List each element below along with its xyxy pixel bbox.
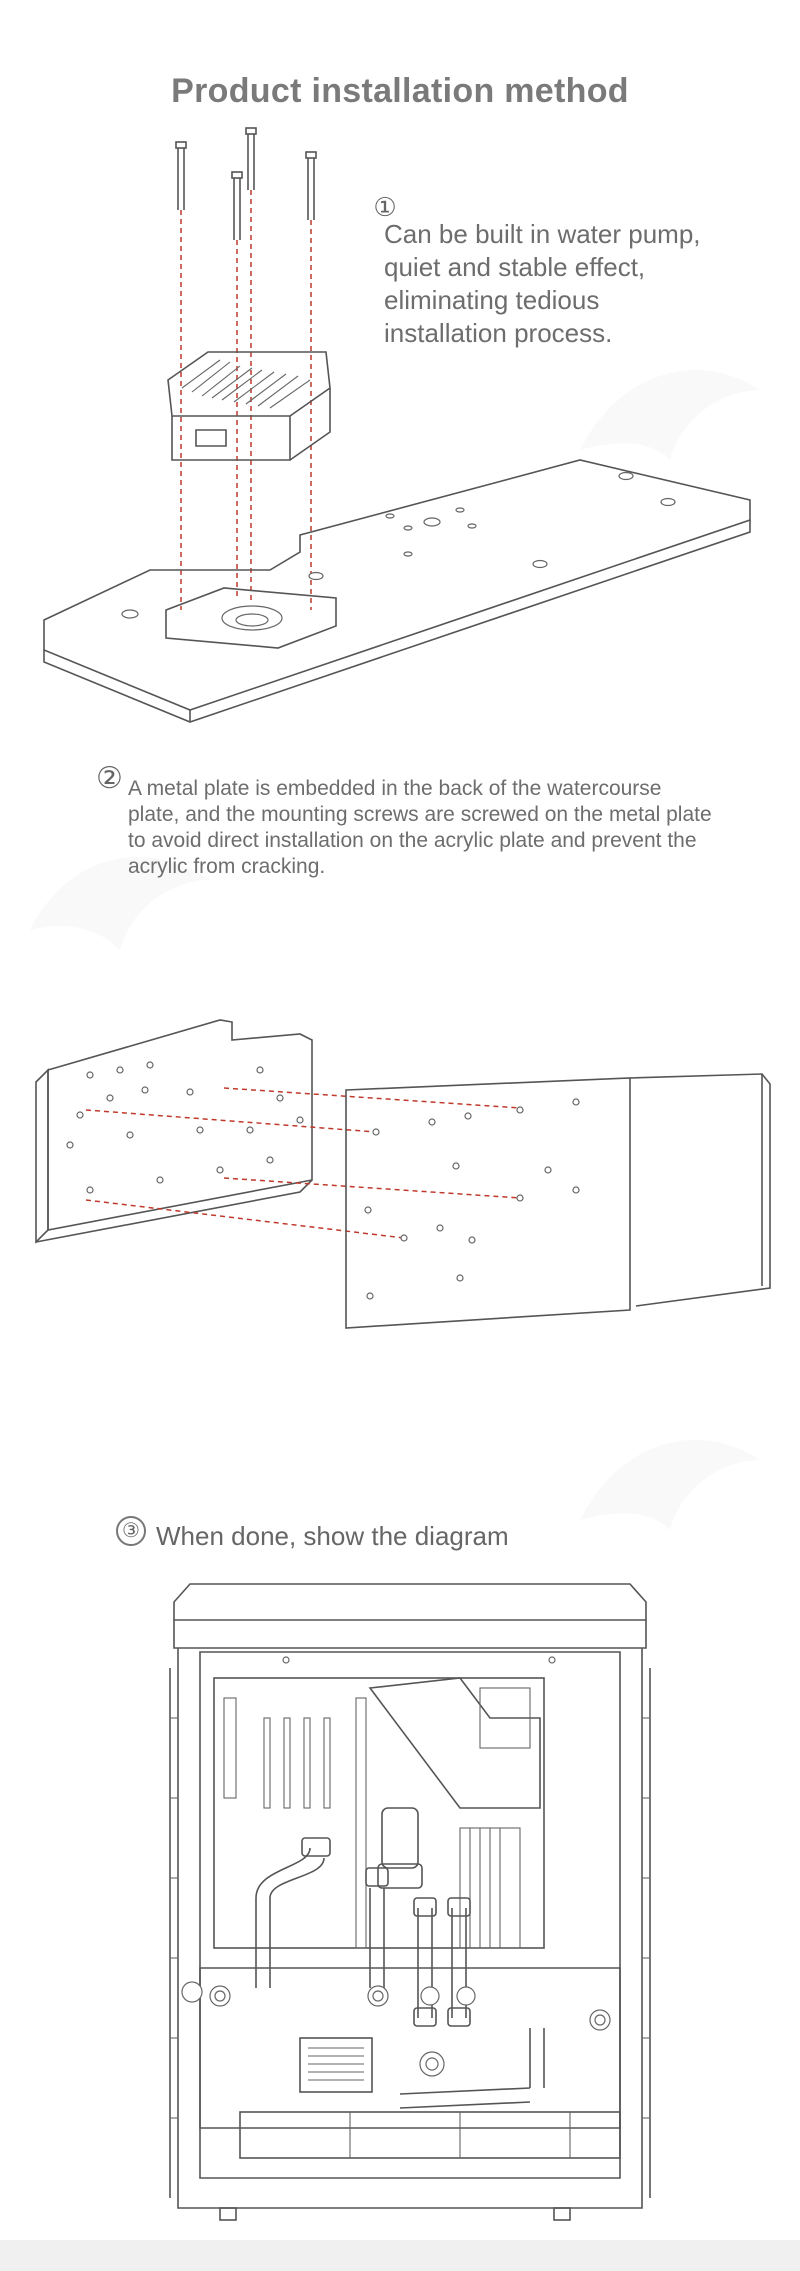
page-title: Product installation method — [171, 72, 629, 110]
screw — [246, 128, 256, 190]
footer-band — [0, 2240, 800, 2271]
acrylic-plate — [44, 460, 750, 722]
pump-block — [168, 352, 330, 460]
metal-plate — [346, 1074, 770, 1328]
step2-description: A metal plate is embedded in the back of the watercourse plate, and the mounting screws are screwed on the metal plate to avoid direct installation on the acrylic plate and prevent the acrylic from cracking. — [128, 777, 712, 878]
step2-number: ② — [96, 762, 123, 795]
step2-metal-plate-diagram — [0, 1010, 800, 1340]
screw — [306, 152, 316, 220]
watercourse-plate — [36, 1020, 312, 1242]
step3-description: When done, show the diagram — [156, 1521, 509, 1551]
step3-completed-case-diagram — [160, 1568, 660, 2248]
step1-number: ① — [373, 192, 397, 222]
screw — [176, 142, 186, 210]
screw — [232, 172, 242, 240]
step1-description: Can be built in water pump, quiet and stable effect, eliminating tedious installation process. — [384, 219, 701, 348]
step3-number: ③ — [116, 1516, 146, 1546]
